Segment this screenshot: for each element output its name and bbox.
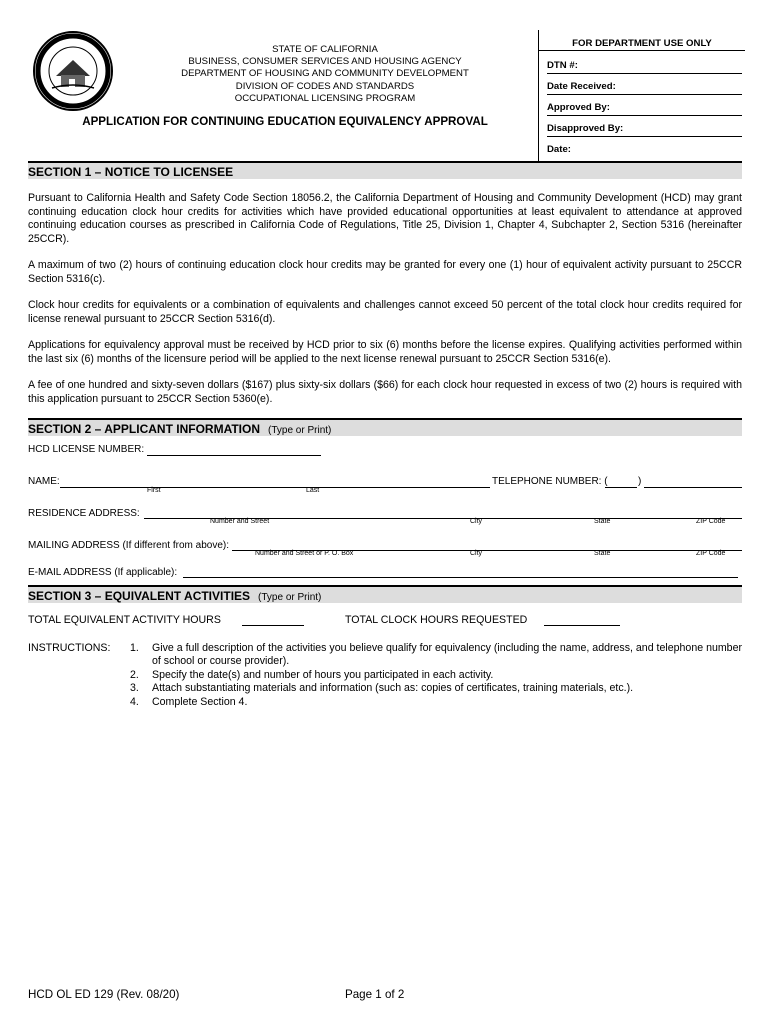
section-1-title: SECTION 1 – NOTICE TO LICENSEE <box>28 165 234 179</box>
form-number: HCD OL ED 129 (Rev. 08/20) <box>28 988 180 1001</box>
residence-city-caption: City <box>470 518 483 525</box>
date-field[interactable]: Date: <box>547 144 571 155</box>
total-activity-hours-input[interactable] <box>242 625 304 626</box>
mailing-zip-caption: ZIP Code <box>696 550 726 557</box>
page-number: Page 1 of 2 <box>345 988 405 1001</box>
form-title: APPLICATION FOR CONTINUING EDUCATION EQUIVALENCY APPROVAL <box>82 115 488 128</box>
residence-address-label: RESIDENCE ADDRESS: <box>28 508 140 519</box>
department-use-box <box>538 30 745 162</box>
email-input[interactable] <box>183 577 738 578</box>
notice-paragraph: A maximum of two (2) hours of continuing education clock hour credits may be granted for every one (1) hour of equivalent activity pursuant to 25CCR Section 5316(c). <box>28 259 742 285</box>
section-2-subtitle: (Type or Print) <box>268 425 332 436</box>
section-2-title: SECTION 2 – APPLICANT INFORMATION <box>28 422 261 436</box>
instruction-item: 4. Complete Section 4. <box>130 695 248 708</box>
mailing-street-caption: Number and Street or P. O. Box <box>255 550 354 557</box>
section-2-header <box>28 418 742 436</box>
first-name-caption: First <box>147 487 161 494</box>
disapproved-by-field[interactable]: Disapproved By: <box>547 123 742 137</box>
mailing-city-caption: City <box>470 550 483 557</box>
mailing-state-caption: State <box>594 550 611 557</box>
agency-line: DIVISION OF CODES AND STANDARDS <box>235 80 415 92</box>
section-3-title: SECTION 3 – EQUIVALENT ACTIVITIES <box>28 589 251 603</box>
agency-line: STATE OF CALIFORNIA <box>272 44 378 55</box>
license-number-label: HCD LICENSE NUMBER: <box>28 444 145 455</box>
residence-street-caption: Number and Street <box>210 518 270 525</box>
instruction-item: 2. Specify the date(s) and number of hours you participated in each activity. <box>130 668 494 681</box>
notice-paragraph: Pursuant to California Health and Safety Code Section 18056.2, the California Department of Housing and Community Development (HCD) may grant continuing education clock hour credits for activities which have provided educational opportunities at least equivalent to attendance at approved continuing education courses as prescribed in California Code of Regulations, Title 25, Division 1, Chapter 4, Subchapter 2, Section 5316 (hereinafter 25CCR). <box>28 192 742 245</box>
approved-by-field[interactable]: Approved By: <box>547 102 742 116</box>
section-1-header <box>28 161 742 179</box>
dtn-field[interactable]: DTN #: <box>547 60 742 74</box>
section-3-subtitle: (Type or Print) <box>258 592 322 603</box>
total-activity-hours-label: TOTAL EQUIVALENT ACTIVITY HOURS <box>28 614 221 626</box>
telephone-area-code-input[interactable] <box>605 487 637 488</box>
total-clock-hours-label: TOTAL CLOCK HOURS REQUESTED <box>345 614 528 626</box>
notice-paragraph: Applications for equivalency approval must be received by HCD prior to six (6) months before the license expires. Qualifying activities performed within the last six (6) months of the licensure period will be applied to the next license renewal pursuant to 25CCR Section 5316(e). <box>28 339 742 365</box>
notice-paragraph: A fee of one hundred and sixty-seven dollars ($167) plus sixty-six dollars ($66) for each clock hour requested in excess of two (2) hours is required with this application pursuant to 25CCR Section 5360(e). <box>28 379 742 405</box>
total-clock-hours-input[interactable] <box>544 625 620 626</box>
section-3-header <box>28 585 742 603</box>
mailing-address-label: MAILING ADDRESS (If different from above): <box>28 540 229 551</box>
instruction-item: 1. Give a full description of the activities you believe qualify for equivalency (including the name, address, and telephone number of school or course provider). <box>130 642 742 668</box>
name-input[interactable] <box>60 487 490 488</box>
residence-zip-caption: ZIP Code <box>696 518 726 525</box>
name-label: NAME: <box>28 476 60 487</box>
telephone-label: TELEPHONE NUMBER: ( <box>492 476 608 487</box>
email-label: E-MAIL ADDRESS (If applicable): <box>28 567 178 578</box>
state-seal <box>32 30 114 112</box>
telephone-paren: ) <box>638 476 642 487</box>
license-number-input[interactable] <box>147 455 321 456</box>
telephone-number-input[interactable] <box>644 487 742 488</box>
department-box-title: FOR DEPARTMENT USE ONLY <box>572 38 712 49</box>
agency-line: BUSINESS, CONSUMER SERVICES AND HOUSING AGENCY <box>188 56 462 68</box>
instructions-label: INSTRUCTIONS: <box>28 642 111 654</box>
date-received-field[interactable]: Date Received: <box>547 81 742 95</box>
agency-header <box>130 44 520 105</box>
agency-line: OCCUPATIONAL LICENSING PROGRAM <box>234 92 416 104</box>
notice-paragraph: Clock hour credits for equivalents or a combination of equivalents and challenges cannot exceed 50 percent of the total clock hour credits required for license renewal pursuant to 25CCR Section 5316(d). <box>28 299 742 325</box>
instructions-list <box>130 642 742 709</box>
instruction-item: 3. Attach substantiating materials and information (such as: copies of certificates, training materials, etc.). <box>130 682 634 695</box>
last-name-caption: Last <box>306 487 320 494</box>
agency-line: DEPARTMENT OF HOUSING AND COMMUNITY DEVELOPMENT <box>181 68 469 80</box>
residence-state-caption: State <box>594 518 611 525</box>
